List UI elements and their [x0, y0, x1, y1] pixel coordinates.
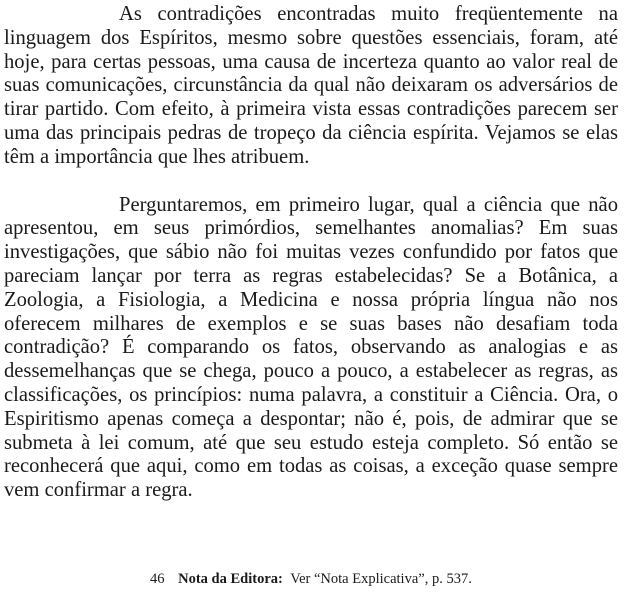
footnote [150, 570, 472, 588]
paragraph-1: As contradições encontradas muito freqüentemente na linguagem dos Espíritos, mesmo sobre questões essenciais, foram, até hoje, para certas pessoas, uma causa de incerteza quanto ao valor real de suas comunicações, circunstância da qual não deixaram os adversários de tirar partido. Com efeito, à primeira vista essas contradições parecem ser uma das principais pedras de tropeço da ciência espírita. Vejamos se elas têm a importância que lhes atribuem. [4, 3, 618, 168]
footnote-text: Ver “Nota Explicativa”, p. 537. [290, 571, 472, 587]
footnote-label: Nota da Editora: [178, 571, 283, 587]
footnote-number: 46 [150, 571, 165, 587]
document-page [4, 3, 618, 503]
paragraph-2: Perguntaremos, em primeiro lugar, qual a ciência que não apresentou, em seus primórdios, semelhantes anomalias? Em suas investigações, que sábio não foi muitas vezes confundido por fatos que pareciam lançar por terra as regras estabelecidas? Se a Botânica, a Zoologia, a Fisiologia, a Medicina e nossa própria língua não nos oferecem milhares de exemplos e se suas bases não desafiam toda contradição? É comparando os fatos, observando as analogias e as dessemelhanças que se chega, pouco a pouco, a estabelecer as regras, as classificações, os princípios: numa palavra, a constituir a Ciência. Ora, o Espiritismo apenas começa a despontar; não é, pois, de admirar que se submeta à lei comum, até que seu estudo esteja completo. Só então se reconhecerá que aqui, como em todas as coisas, a exceção quase sempre vem confirmar a regra. [4, 193, 618, 502]
